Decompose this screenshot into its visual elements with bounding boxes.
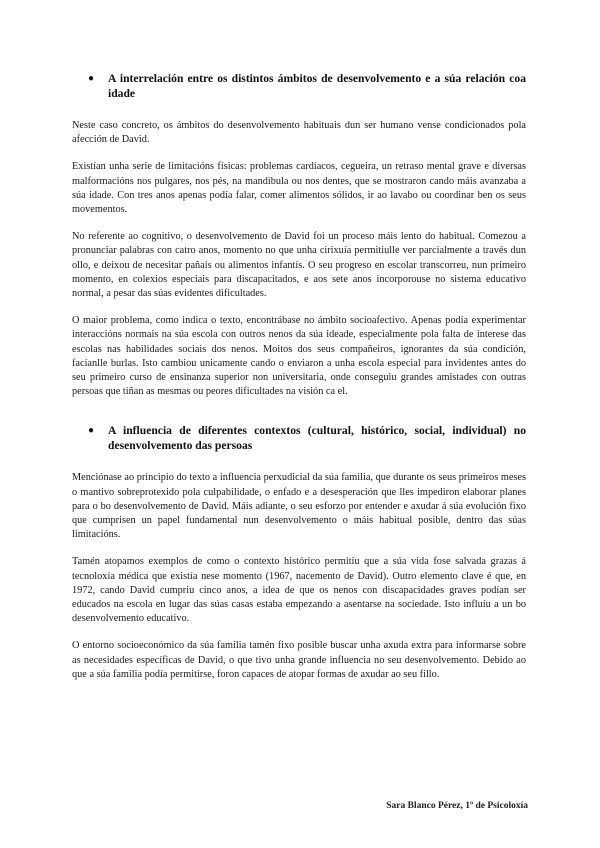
bullet-icon: ● (88, 73, 95, 84)
section-2-paragraph-2: Tamén atopamos exemplos de como o contexto histórico permitiu que a súa vida fose salvada grazas á tecnoloxía médica que existía nese momento (1967, nacemento de David). Outro elemento clave é que, en 1972, cando David cumpriu cinco anos, a idea de que os nenos con discapacidades graves podían ser educados na escola en lugar das súas casas estaba empezando a asentarse na sociedade. Isto influíu a un bo desenvolvemento educativo. (72, 556, 526, 625)
section-1-heading-text: A interrelación entre os distintos ámbitos de desenvolvemento e a súa relación coa idade (108, 72, 526, 100)
section-2-paragraph-1: Menciónase ao principio do texto a influencia perxudicial da súa familia, que durante os seus primeiros meses o mantivo sobreprotexido pola culpabilidade, o enfado e a desesperación que lles impediron elaborar planes para o bo desenvolvemento de David. Máis adiante, o seu esforzo por entender e axudar á súa evolución fixo que cumprisen un papel fundamental nun desenvolvemento o máis habitual posible, dentro das súas limitacións. (72, 472, 526, 541)
section-2-paragraph-3: O entorno socioeconómico da súa familia tamén fixo posible buscar unha axuda extra para informarse sobre as necesidades específicas de David, o que tivo unha grande influencia no seu desenvolvemento. Debido ao que a súa familia podía permitirse, foron capaces de atopar formas de axudar ao seu fillo. (72, 640, 526, 680)
section-1-paragraph-4: O maior problema, como indica o texto, encontrábase no ámbito socioafectivo. Apenas podía experimentar interaccións normais na súa escola con outros nenos da súa ideade, especialmente pola falta de interese das escolas nas habilidades sociais dos nenos. Moitos dos seus compañeiros, ignorantes da súa condición, facíanlle burlas. Isto cambiou unicamente cando o enviaron a unha escola especial para invidentes antes do seu primeiro curso de ensinanza superior non universitaria, onde conseguiu grandes amistades con outras persoas que tiñan as mesmas ou peores dificultades na visión ca el. (72, 315, 526, 398)
section-1-heading (72, 71, 526, 101)
section-1-paragraph-1: Neste caso concreto, os ámbitos do desenvolvemento habituais dun ser humano vense condicionados pola afección de David. (72, 120, 526, 146)
section-2-heading (72, 423, 526, 453)
section-2-heading-text: A influencia de diferentes contextos (cultural, histórico, social, individual) no desenvolvemento das persoas (108, 424, 526, 453)
section-1-paragraph-3: No referente ao cognitivo, o desenvolvemento de David foi un proceso máis lento do habitual. Comezou a pronunciar palabras con catro anos, momento no que unha cirixuía permitiulle ver parcialmente a través dun ollo, e deixou de necesitar pañais ou alimentos infantís. O seu progreso en escolar transcorreu, nun primeiro momento, en colexios especiais para discapacitados, e aos sete anos incorporouse no sistema educativo normal, a pesar das súas evidentes dificultades. (72, 231, 526, 300)
bullet-icon: ● (88, 425, 95, 437)
section-1-paragraph-2: Existían unha serie de limitacións físicas: problemas cardíacos, cegueira, un retraso mental grave e diversas malformacións nos pulgares, nos pés, na mandíbula ou nos dentes, que se mostraron cando máis avanzaba a súa idade. Con tres anos apenas podía falar, comer alimentos sólidos, ir ao lavabo ou coordinar ben os seus movementos. (72, 161, 526, 216)
document-body (72, 64, 526, 682)
page-footer-author: Sara Blanco Pérez, 1º de Psicoloxía (386, 801, 528, 811)
